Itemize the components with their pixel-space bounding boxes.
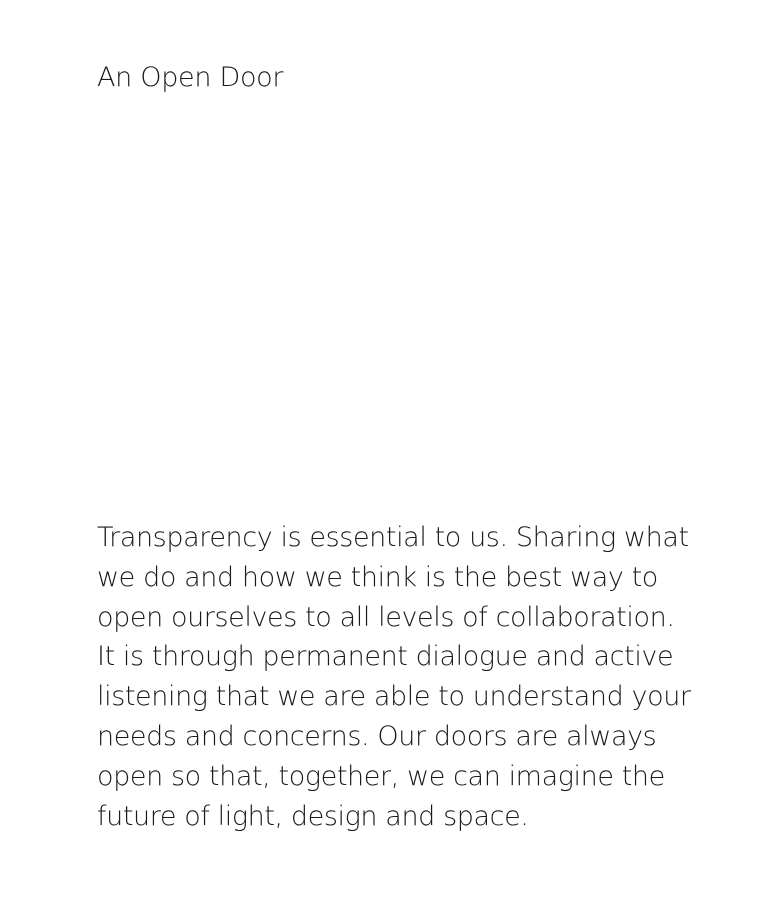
body-paragraph [97, 518, 737, 836]
body-line: listening that we are able to understand your [97, 681, 691, 713]
body-line: needs and concerns. Our doors are always [97, 720, 657, 752]
body-line: future of light, design and space. [97, 800, 529, 832]
section-title: An Open Door [97, 62, 284, 93]
body-line: Transparency is essential to us. Sharing what [97, 522, 689, 553]
body-line: open so that, together, we can imagine the [97, 760, 665, 792]
body-line: we do and how we think is the best way to [97, 561, 658, 593]
body-line: open ourselves to all levels of collaboration. [97, 601, 675, 633]
body-line: It is through permanent dialogue and active [97, 641, 674, 673]
